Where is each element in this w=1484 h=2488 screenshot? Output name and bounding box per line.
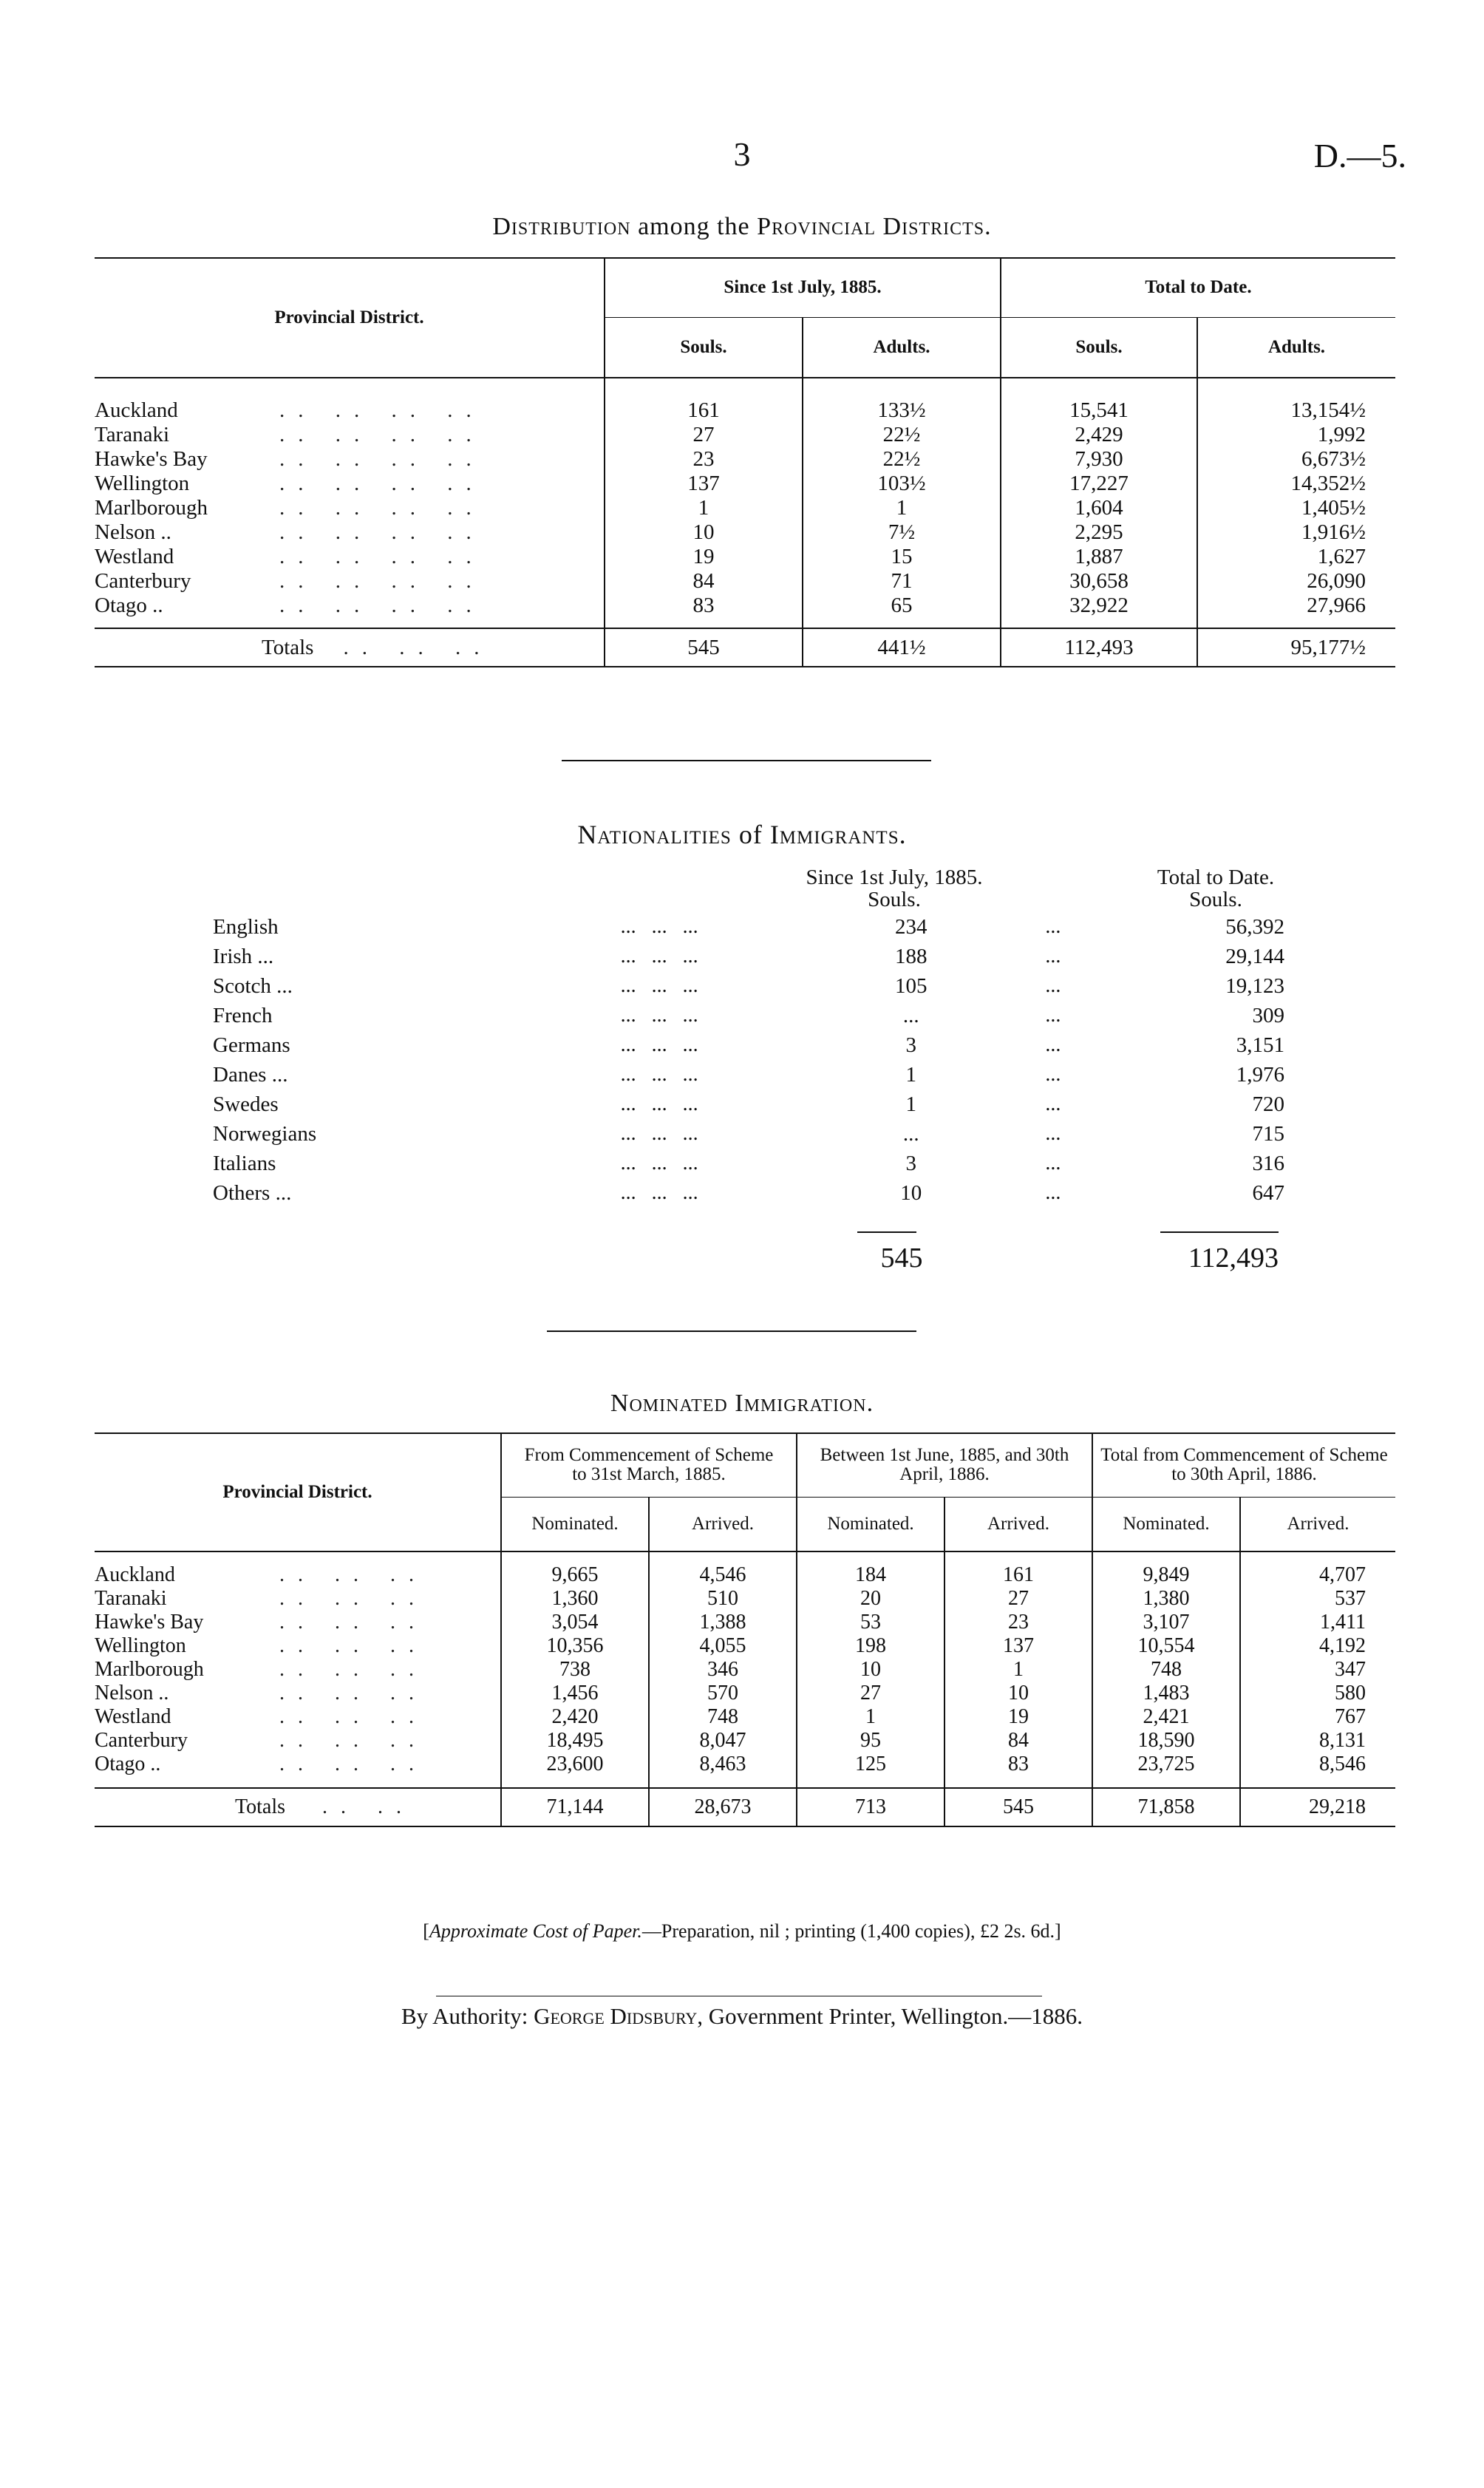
header-arrived: Arrived. <box>1240 1497 1395 1551</box>
cost-note: [Approximate Cost of Paper.—Preparation, nil ; printing (1,400 copies), £2 2s. 6d.] <box>423 1920 1061 1942</box>
row-label: Otago .. .. .. .. <box>95 1753 427 1775</box>
cell-value: 95 <box>797 1729 944 1753</box>
header-arrived: Arrived. <box>944 1497 1092 1551</box>
cell-value: 1,380 <box>1092 1587 1240 1611</box>
list-item <box>213 1178 1284 1208</box>
cell-value: 316 <box>1252 1151 1284 1175</box>
table-row <box>95 1729 1395 1753</box>
header-total-to-date: Total to Date. <box>1001 258 1395 317</box>
cell-value: 10 <box>797 1658 944 1682</box>
row-label: English <box>213 914 279 939</box>
cell-value: 720 <box>1252 1092 1284 1116</box>
cell-value: 22½ <box>803 423 1001 447</box>
row-label: Others ... <box>213 1180 292 1205</box>
printer-authority: By Authority: George Didsbury, Government Printer, Wellington.—1886. <box>401 2003 1083 2029</box>
table-row <box>95 1563 1395 1587</box>
table-row <box>95 447 1395 472</box>
cell-value: 2,295 <box>1001 520 1197 545</box>
cell-value: 184 <box>797 1563 944 1587</box>
cell-value: 29,218 <box>1240 1788 1395 1826</box>
cell-value: 1,604 <box>1001 496 1197 520</box>
cell-value: 83 <box>944 1753 1092 1776</box>
row-label: Nelson .. .. .. .. .. <box>95 520 485 544</box>
table-row <box>95 520 1395 545</box>
cell-value: 125 <box>797 1753 944 1776</box>
cell-value: 15 <box>803 545 1001 569</box>
leader-dots: ... <box>1045 1063 1061 1086</box>
table-row <box>95 398 1395 423</box>
cell-value: 545 <box>605 628 803 667</box>
cell-value: 1,916½ <box>1197 520 1395 545</box>
row-label: Canterbury .. .. .. .. <box>95 569 485 593</box>
leader-dots: ... <box>1045 1122 1061 1145</box>
cell-value: 19 <box>605 545 803 569</box>
cell-value: 715 <box>1252 1121 1284 1146</box>
list-item <box>213 1119 1284 1149</box>
table-row <box>95 569 1395 594</box>
cell-value: 7,930 <box>1001 447 1197 472</box>
cell-value: 234 <box>894 914 928 939</box>
row-label: Auckland .. .. .. <box>95 1563 427 1586</box>
table-row <box>95 1587 1395 1611</box>
leader-dots: ... ... ... <box>620 1092 698 1115</box>
cell-value: 23 <box>944 1611 1092 1634</box>
leader-dots: ... <box>1045 1033 1061 1056</box>
cell-value: 14,352½ <box>1197 472 1395 496</box>
sum-rule <box>857 1231 916 1233</box>
header-nominated: Nominated. <box>797 1497 944 1551</box>
header-nominated: Nominated. <box>1092 1497 1240 1551</box>
cell-value: 1 <box>944 1658 1092 1682</box>
row-label: Hawke's Bay .. .. .. .. <box>95 447 485 471</box>
cell-value: 767 <box>1240 1705 1395 1729</box>
sum-rule <box>1160 1231 1279 1233</box>
cell-value: 8,463 <box>649 1753 797 1776</box>
leader-dots: ... ... ... <box>620 1004 698 1027</box>
leader-dots: ... ... ... <box>620 945 698 968</box>
header-nominated: Nominated. <box>501 1497 649 1551</box>
leader-dots: ... ... ... <box>620 915 698 938</box>
cell-value: 1 <box>905 1062 916 1087</box>
cell-value: 748 <box>649 1705 797 1729</box>
cell-value: 7½ <box>803 520 1001 545</box>
cell-value: 3,151 <box>1236 1033 1284 1057</box>
cell-value: 84 <box>605 569 803 594</box>
cell-value: 1,456 <box>501 1682 649 1705</box>
cell-value: 27 <box>605 423 803 447</box>
header-souls: Souls. <box>1001 317 1197 378</box>
nationalities-total-since: 545 <box>880 1243 923 1274</box>
row-label: Scotch ... <box>213 973 293 998</box>
cell-value: 3 <box>905 1151 916 1175</box>
row-label: Germans <box>213 1033 290 1057</box>
cell-value: 1,992 <box>1197 423 1395 447</box>
header-adults: Adults. <box>803 317 1001 378</box>
cell-value: 510 <box>649 1587 797 1611</box>
leader-dots: ... ... ... <box>620 974 698 997</box>
leader-dots: ... ... ... <box>620 1181 698 1204</box>
cell-value: 137 <box>605 472 803 496</box>
cell-value: 8,047 <box>649 1729 797 1753</box>
cell-value: 8,131 <box>1240 1729 1395 1753</box>
header-since-july: Since 1st July, 1885. Souls. <box>806 866 983 911</box>
row-label: Taranaki .. .. .. <box>95 1587 427 1610</box>
cell-value: 32,922 <box>1001 594 1197 618</box>
cell-value: 346 <box>649 1658 797 1682</box>
row-label: Wellington .. .. .. <box>95 1634 427 1657</box>
cell-value: 56,392 <box>1225 914 1284 939</box>
row-label: Norwegians <box>213 1121 317 1146</box>
table-row <box>95 1753 1395 1776</box>
list-item <box>213 1001 1284 1030</box>
list-item <box>213 912 1284 942</box>
list-item <box>213 1090 1284 1119</box>
cell-value: 8,546 <box>1240 1753 1395 1776</box>
distribution-table <box>95 257 1395 667</box>
cell-value: 27 <box>944 1587 1092 1611</box>
leader-dots: ... <box>1045 974 1061 997</box>
cell-value: 10,356 <box>501 1634 649 1658</box>
distribution-title: Distribution among the Provincial Districts. <box>492 213 992 240</box>
cell-value: 161 <box>944 1563 1092 1587</box>
cell-value: 309 <box>1252 1003 1284 1027</box>
row-label: Westland .. .. .. <box>95 1705 427 1728</box>
row-label: Westland .. .. .. .. <box>95 545 485 568</box>
cell-value: 133½ <box>803 398 1001 423</box>
nationalities-total-to-date: 112,493 <box>1188 1243 1279 1274</box>
cell-value: 112,493 <box>1001 628 1197 667</box>
leader-dots: ... ... ... <box>620 1152 698 1175</box>
cell-value: 71 <box>803 569 1001 594</box>
cell-value: 3 <box>905 1033 916 1057</box>
list-item <box>213 942 1284 971</box>
leader-dots: ... ... ... <box>620 1063 698 1086</box>
table-row <box>95 1705 1395 1729</box>
header-arrived: Arrived. <box>649 1497 797 1551</box>
table-row <box>95 1658 1395 1682</box>
table-row <box>95 1682 1395 1705</box>
section-divider <box>562 760 931 761</box>
nationalities-table <box>213 912 1284 1208</box>
cell-value: 537 <box>1240 1587 1395 1611</box>
cell-value: 1,405½ <box>1197 496 1395 520</box>
cell-value: 347 <box>1240 1658 1395 1682</box>
row-label: Canterbury .. .. .. <box>95 1729 427 1752</box>
row-label: Danes ... <box>213 1062 288 1087</box>
leader-dots: ... <box>1045 1152 1061 1175</box>
cell-value: 28,673 <box>649 1788 797 1826</box>
cell-value: 1,411 <box>1240 1611 1395 1634</box>
header-adults: Adults. <box>1197 317 1395 378</box>
row-label: Hawke's Bay .. .. .. <box>95 1611 427 1634</box>
header-from-commencement: From Commencement of Scheme to 31st March, 1885. <box>501 1433 797 1497</box>
leader-dots: ... ... ... <box>620 1033 698 1056</box>
cell-value: 19 <box>944 1705 1092 1729</box>
leader-dots: ... <box>1045 1004 1061 1027</box>
cell-value: 4,546 <box>649 1563 797 1587</box>
table-row <box>95 1634 1395 1658</box>
cell-value: 580 <box>1240 1682 1395 1705</box>
cell-value: 83 <box>605 594 803 618</box>
cell-value: 3,054 <box>501 1611 649 1634</box>
section-divider <box>547 1330 916 1332</box>
cell-value: 20 <box>797 1587 944 1611</box>
cell-value: 2,429 <box>1001 423 1197 447</box>
cell-value: 4,707 <box>1240 1563 1395 1587</box>
cell-value: 2,420 <box>501 1705 649 1729</box>
header-total-to-date: Total to Date. Souls. <box>1157 866 1275 911</box>
cell-value: 65 <box>803 594 1001 618</box>
list-item <box>213 1149 1284 1178</box>
cell-value: 10 <box>900 1180 922 1205</box>
cell-value: 13,154½ <box>1197 398 1395 423</box>
header-provincial-district: Provincial District. <box>95 258 605 378</box>
cell-value: 84 <box>944 1729 1092 1753</box>
cell-value: 570 <box>649 1682 797 1705</box>
leader-dots: ... ... ... <box>620 1122 698 1145</box>
cell-value: 545 <box>944 1788 1092 1826</box>
cell-value: 1,483 <box>1092 1682 1240 1705</box>
nominated-table <box>95 1432 1395 1827</box>
cell-value: 1,627 <box>1197 545 1395 569</box>
list-item <box>213 971 1284 1001</box>
leader-dots: ... <box>1045 1092 1061 1115</box>
cell-value: 647 <box>1252 1180 1284 1205</box>
cell-value: 4,055 <box>649 1634 797 1658</box>
cell-value: 105 <box>894 973 928 998</box>
cell-value: 1 <box>605 496 803 520</box>
table-row <box>95 545 1395 569</box>
cell-value: 6,673½ <box>1197 447 1395 472</box>
row-label: Marlborough .. .. .. .. <box>95 496 485 520</box>
cell-value: 103½ <box>803 472 1001 496</box>
leader-dots: ... <box>1045 1181 1061 1204</box>
header-between-dates: Between 1st June, 1885, and 30th April, 1886. <box>797 1433 1092 1497</box>
cell-value: 198 <box>797 1634 944 1658</box>
row-label: Swedes <box>213 1092 279 1116</box>
cell-value: 95,177½ <box>1197 628 1395 667</box>
totals-row <box>95 1788 1395 1826</box>
cell-value: 26,090 <box>1197 569 1395 594</box>
leader-dots: ... <box>1045 915 1061 938</box>
row-label: Wellington .. .. .. .. <box>95 472 485 495</box>
table-row <box>95 472 1395 496</box>
page-number: 3 <box>733 135 751 173</box>
cell-value: 71,858 <box>1092 1788 1240 1826</box>
cell-value: 3,107 <box>1092 1611 1240 1634</box>
cell-value: 17,227 <box>1001 472 1197 496</box>
cell-value: 1,976 <box>1236 1062 1284 1087</box>
table-row <box>95 423 1395 447</box>
cell-value: 137 <box>944 1634 1092 1658</box>
cell-value: 748 <box>1092 1658 1240 1682</box>
cell-value: 738 <box>501 1658 649 1682</box>
cell-value: 30,658 <box>1001 569 1197 594</box>
cell-value: 2,421 <box>1092 1705 1240 1729</box>
row-label: Auckland .. .. .. .. <box>95 398 485 422</box>
row-label: Irish ... <box>213 944 274 968</box>
cell-value: 27 <box>797 1682 944 1705</box>
totals-row <box>95 628 1395 667</box>
document-reference: D.—5. <box>1313 137 1406 174</box>
row-label: Italians <box>213 1151 276 1175</box>
cell-value: 23,600 <box>501 1753 649 1776</box>
row-label: Otago .. .. .. .. .. <box>95 594 485 617</box>
cell-value: 1 <box>905 1092 916 1116</box>
cell-value: 18,590 <box>1092 1729 1240 1753</box>
row-label: Marlborough .. .. .. <box>95 1658 427 1681</box>
cell-value: 9,665 <box>501 1563 649 1587</box>
row-label: Totals .. .. <box>235 1795 415 1818</box>
cell-value: 4,192 <box>1240 1634 1395 1658</box>
cell-value: 1,388 <box>649 1611 797 1634</box>
cell-value: 1 <box>797 1705 944 1729</box>
cell-value: 15,541 <box>1001 398 1197 423</box>
nationalities-title: Nationalities of Immigrants. <box>577 820 907 849</box>
cell-value: 188 <box>894 944 928 968</box>
cell-value: 10 <box>605 520 803 545</box>
header-total-from-commencement: Total from Commencement of Scheme to 30th April, 1886. <box>1092 1433 1395 1497</box>
cell-value: 71,144 <box>501 1788 649 1826</box>
row-label: Nelson .. .. .. .. <box>95 1682 427 1704</box>
cell-value: 1,887 <box>1001 545 1197 569</box>
cell-value: 713 <box>797 1788 944 1826</box>
cell-value: 1,360 <box>501 1587 649 1611</box>
table-row <box>95 594 1395 618</box>
cell-value: 10 <box>944 1682 1092 1705</box>
cell-value: 19,123 <box>1225 973 1284 998</box>
cell-value: 23,725 <box>1092 1753 1240 1776</box>
nominated-title: Nominated Immigration. <box>610 1390 874 1417</box>
table-row <box>95 1611 1395 1634</box>
cell-value: 1 <box>803 496 1001 520</box>
cell-value: 29,144 <box>1225 944 1284 968</box>
table-row <box>95 496 1395 520</box>
cell-value: 27,966 <box>1197 594 1395 618</box>
cell-value: 22½ <box>803 447 1001 472</box>
cell-value: 18,495 <box>501 1729 649 1753</box>
list-item <box>213 1060 1284 1090</box>
cell-value: 53 <box>797 1611 944 1634</box>
cell-value: 9,849 <box>1092 1563 1240 1587</box>
cell-value: 10,554 <box>1092 1634 1240 1658</box>
leader-dots: ... <box>1045 945 1061 968</box>
row-label: Totals .. .. .. <box>262 635 493 659</box>
header-souls: Souls. <box>605 317 803 378</box>
row-label: French <box>213 1003 273 1027</box>
list-item <box>213 1030 1284 1060</box>
cell-value: ... <box>902 1003 919 1027</box>
cell-value: 161 <box>605 398 803 423</box>
cell-value: 441½ <box>803 628 1001 667</box>
header-since-july: Since 1st July, 1885. <box>605 258 1001 317</box>
header-provincial-district: Provincial District. <box>95 1433 501 1551</box>
row-label: Taranaki .. .. .. .. <box>95 423 485 446</box>
cell-value: ... <box>902 1121 919 1146</box>
cell-value: 23 <box>605 447 803 472</box>
